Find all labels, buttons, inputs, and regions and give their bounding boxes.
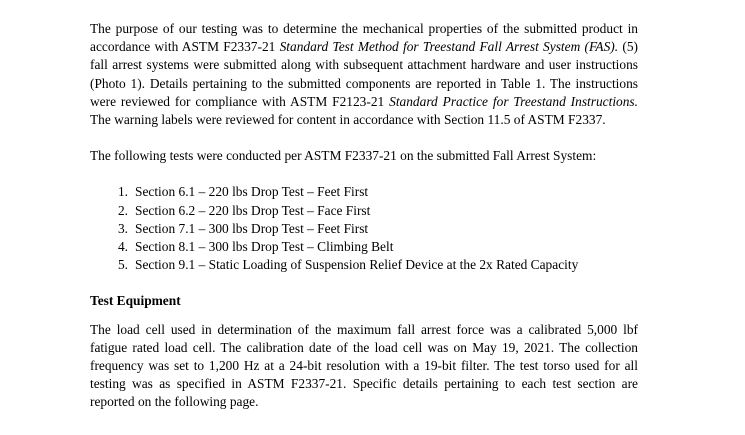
list-item-number: 3. bbox=[117, 220, 128, 236]
document-page bbox=[90, 20, 638, 412]
tests-lead-paragraph: The following tests were conducted per ASTM F2337-21 on the submitted Fall Arrest System: bbox=[90, 148, 597, 164]
section-heading-test-equipment: Test Equipment bbox=[90, 293, 181, 309]
list-item-text: Section 6.1 – 220 lbs Drop Test – Feet First bbox=[135, 184, 369, 200]
intro-text-1: The purpose of our testing was to determine the mechanical properties of the submitted product in accordance with ASTM F2337-21 bbox=[90, 21, 638, 55]
tests-list bbox=[90, 183, 638, 274]
list-item-text: Section 8.1 – 300 lbs Drop Test – Climbing Belt bbox=[135, 239, 394, 255]
list-item bbox=[90, 220, 638, 238]
intro-italic-title-2: Standard Practice for Treestand Instructions. bbox=[389, 93, 638, 109]
intro-paragraph bbox=[90, 20, 638, 129]
list-item-number: 1. bbox=[117, 184, 128, 200]
list-item-text: Section 9.1 – Static Loading of Suspension Relief Device at the 2x Rated Capacity bbox=[135, 257, 579, 273]
list-item bbox=[90, 256, 638, 274]
list-item bbox=[90, 183, 638, 201]
test-equipment-paragraph: The load cell used in determination of the maximum fall arrest force was a calibrated 5,000 lbf fatigue rated load cell. The calibration date of the load cell was on May 19, 2021. The collection frequency was set to 1,200 Hz at a 24-bit resolution with a 19-bit filter. The test torso used for all testing was as specified in ASTM F2337-21. Specific details pertaining to each test section are reported on the following page. bbox=[90, 321, 638, 410]
intro-text-3: The warning labels were reviewed for content in accordance with Section 11.5 of ASTM F2337. bbox=[90, 112, 606, 128]
intro-text-2: (5) fall arrest systems were submitted along with subsequent attachment hardware and user instructions (Photo 1). Details pertaining to the submitted components are reported in Table 1. The instructions were reviewed for compliance with ASTM F2123-21 bbox=[90, 39, 638, 109]
list-item-number: 2. bbox=[117, 202, 128, 218]
list-item-number: 5. bbox=[117, 257, 128, 273]
list-item bbox=[90, 202, 638, 220]
list-item bbox=[90, 238, 638, 256]
list-item-text: Section 7.1 – 300 lbs Drop Test – Feet First bbox=[135, 220, 369, 236]
list-item-text: Section 6.2 – 220 lbs Drop Test – Face First bbox=[135, 202, 371, 218]
intro-italic-title-1: Standard Test Method for Treestand Fall Arrest System (FAS). bbox=[279, 39, 619, 55]
list-item-number: 4. bbox=[117, 239, 128, 255]
